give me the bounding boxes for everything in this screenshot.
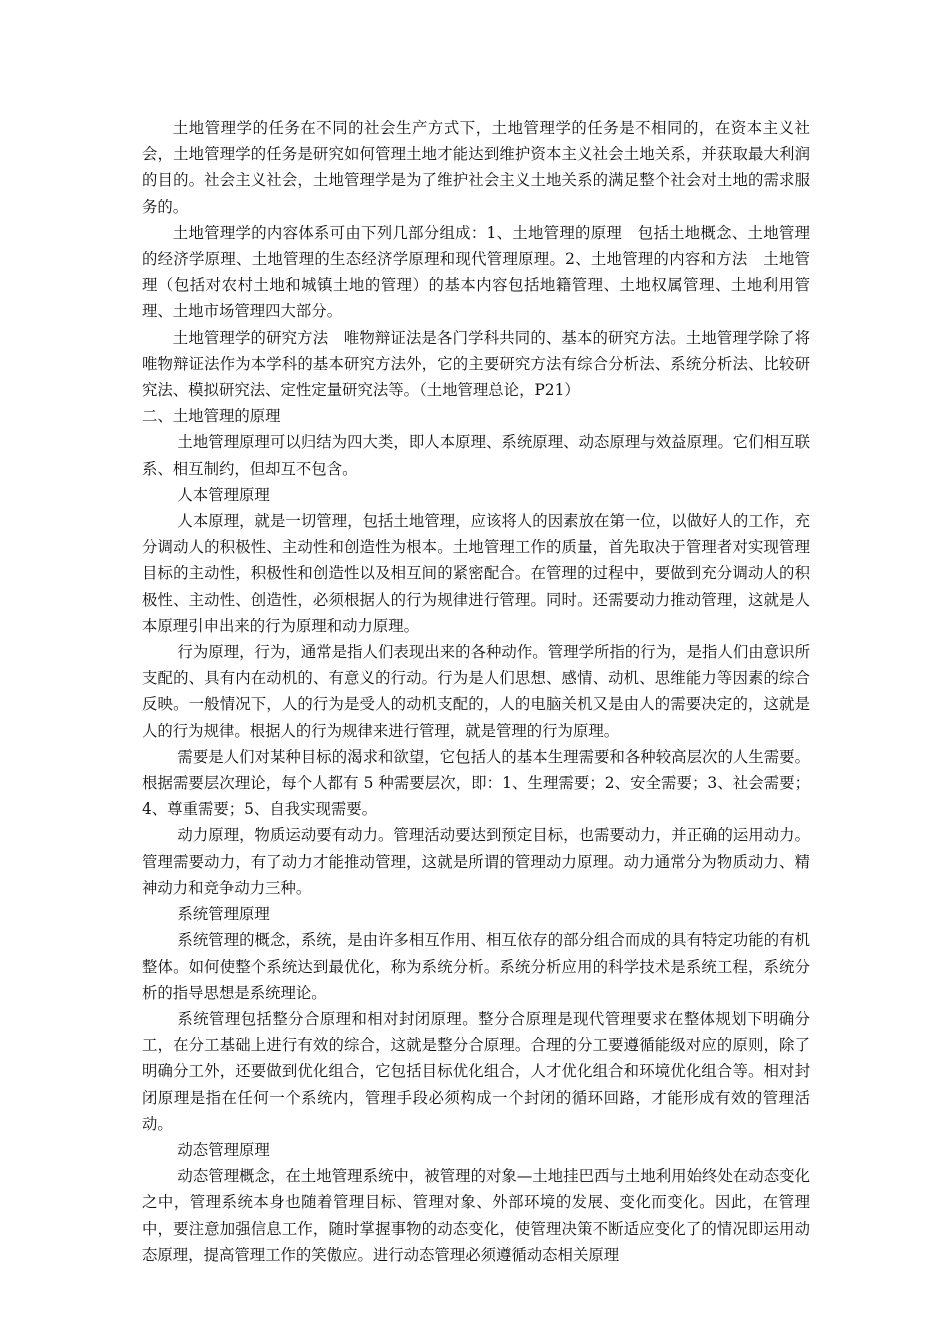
- paragraph-system-principles: 系统管理包括整分合原理和相对封闭原理。整分合原理是现代管理要求在整体规划下明确分工，在分工基础上进行有效的综合，这就是整分合原理。合理的分工要遵循能级对应的原则，除了明确分工外，还要做到优化组合，它包括目标优化组合，人才优化组合和环境优化组合等。相对封闭原理是指在任何一个系统内，管理手段必须构成一个封闭的循环回路，才能形成有效的管理活动。: [142, 1009, 810, 1133]
- paragraph-motivation: 动力原理，物质运动要有动力。管理活动要达到预定目标，也需要动力，并正确的运用动力。管理需要动力，有了动力才能推动管理，这就是所谓的管理动力原理。动力通常分为物质动力、精神动力和竞争动力三种。: [142, 826, 810, 897]
- paragraph-principles-intro: 土地管理原理可以归结为四大类，即人本原理、系统原理、动态原理与效益原理。它们相互联系、相互制约，但却互不包含。: [142, 433, 810, 478]
- paragraph-needs: 需要是人们对某种目标的渴求和欲望，它包括人的基本生理需要和各种较高层次的人生需要。根据需要层次理论，每个人都有 5 种需要层次，即：1、生理需要；2、安全需要；3、社会需要；4、尊重需要；5、自我实现需要。: [142, 747, 810, 819]
- paragraph-research-method: 土地管理学的研究方法 唯物辩证法是各门学科共同的、基本的研究方法。土地管理学除了将唯物辩证法作为本学科的基本研究方法外，它的主要研究方法有综合分析法、系统分析法、比较研究法、模拟研究法、定性定量研究法等。（土地管理总论，P21）: [142, 328, 810, 400]
- paragraph-humanistic: 人本原理，就是一切管理，包括土地管理，应该将人的因素放在第一位，以做好人的工作，充分调动人的积极性、主动性和创造性为根本。土地管理工作的质量，首先取决于管理者对实现管理目标的主动性，积极性和创造性以及相互间的紧密配合。在管理的过程中，要做到充分调动人的积极性、主动性、创造性，必须根据人的行为规律进行管理。同时。还需要动力推动管理，这就是人本原理引申出来的行为原理和动力原理。: [142, 512, 810, 635]
- subheading-dynamic: 动态管理原理: [177, 1140, 270, 1159]
- paragraph-content-system: 土地管理学的内容体系可由下列几部分组成：1、土地管理的原理 包括土地概念、土地管理的经济学原理、土地管理的生态经济学原理和现代管理原理。2、土地管理的内容和方法 土地管理（包括对农村土地和城镇土地的管理）的基本内容包括地籍管理、土地权属管理、土地利用管理、土地市场管理四大部分。: [142, 223, 810, 321]
- paragraph-task: 土地管理学的任务在不同的社会生产方式下，土地管理学的任务是不相同的，在资本主义社会，土地管理学的任务是研究如何管理土地才能达到维护资本主义社会土地关系，并获取最大利润的目的。社会主义社会，土地管理学是为了维护社会主义土地关系的满足整个社会对土地的需求服务的。: [142, 119, 810, 216]
- subheading-system: 系统管理原理: [177, 905, 270, 924]
- paragraph-behavior: 行为原理，行为，通常是指人们表现出来的各种动作。管理学所指的行为，是指人们由意识所支配的、具有内在动机的、有意义的行动。行为是人们思想、感情、动机、思维能力等因素的综合反映。一般情况下，人的行为是受人的动机支配的，人的电脑关机又是由人的需要决定的，这就是人的行为规律。根据人的行为规律来进行管理，就是管理的行为原理。: [142, 643, 810, 740]
- section-heading-principles: 二、土地管理的原理: [142, 407, 281, 426]
- subheading-humanistic: 人本管理原理: [177, 485, 270, 504]
- paragraph-system-concept: 系统管理的概念，系统，是由许多相互作用、相互依存的部分组合而成的具有特定功能的有机整体。如何使整个系统达到最优化，称为系统分析。系统分析应用的科学技术是系统工程，系统分析的指导思想是系统理论。: [142, 931, 810, 1002]
- document-page: [142, 115, 810, 1268]
- paragraph-dynamic: 动态管理概念，在土地管理系统中，被管理的对象—土地挂巴西与土地利用始终处在动态变化之中，管理系统本身也随着管理目标、管理对象、外部环境的发展、变化而变化。因此，在管理中，要注意加强信息工作，随时掌握事物的动态变化，使管理决策不断适应变化了的情况即运用动态原理，提高管理工作的笑傲应。进行动态管理必须遵循动态相关原理: [142, 1167, 810, 1264]
